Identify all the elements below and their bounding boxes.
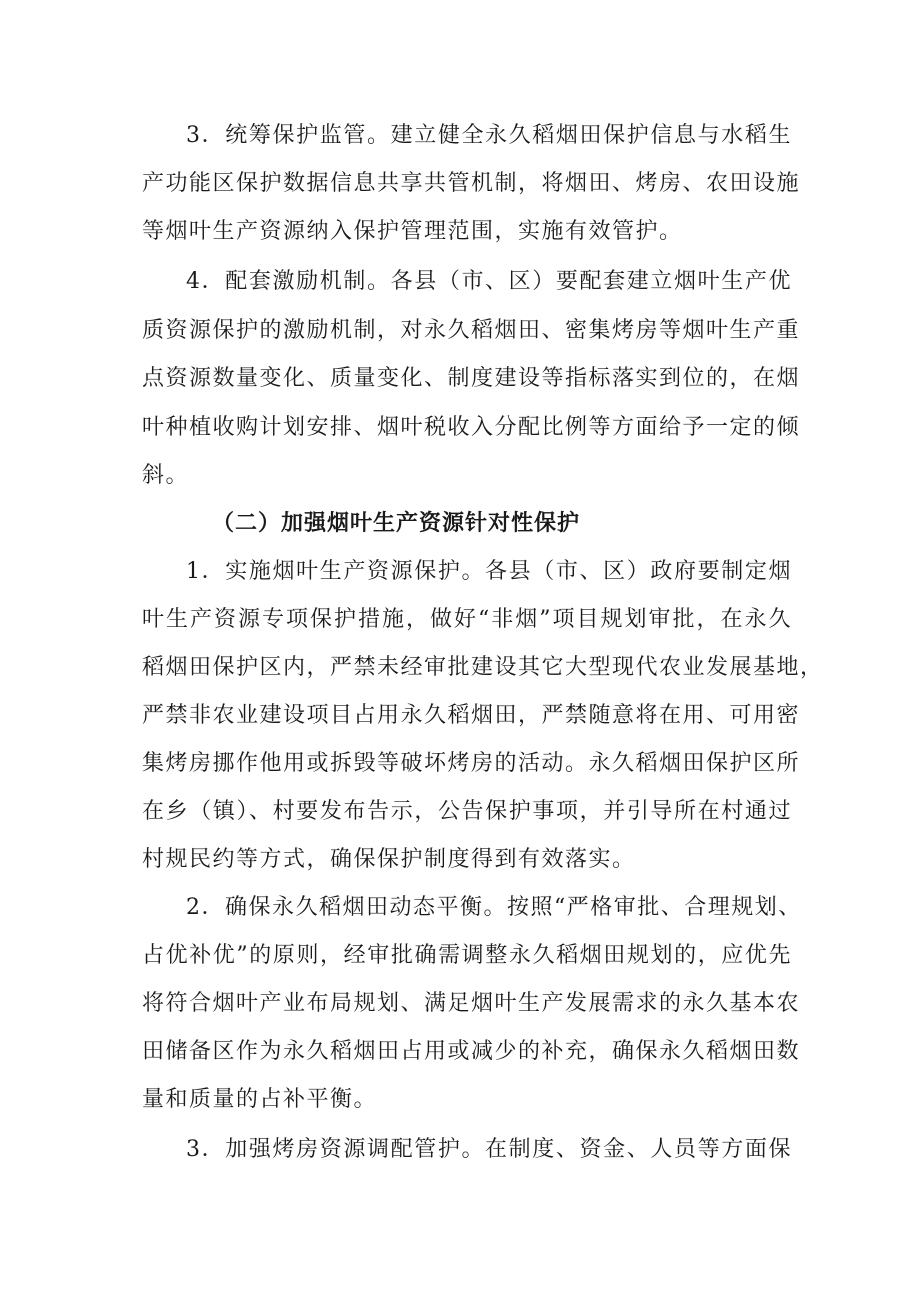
paragraph-4-line-2: 占优补优”的原则，经审批确需调整永久稻烟田规划的，应优先	[142, 943, 792, 968]
paragraph-2-line-2: 质资源保护的激励机制，对永久稻烟田、密集烤房等烟叶生产重	[142, 318, 801, 343]
paragraph-4-line-4: 田储备区作为永久稻烟田占用或减少的补充，确保永久稻烟田数	[142, 1039, 801, 1064]
paragraph-2-line-5: 斜。	[142, 463, 190, 488]
paragraph-5-line-1: 3．加强烤房资源调配管护。在制度、资金、人员等方面保	[186, 1137, 792, 1162]
paragraph-2-line-1: 4．配套激励机制。各县（市、区）要配套建立烟叶生产优	[186, 269, 792, 294]
paragraph-3-line-5: 集烤房挪作他用或拆毁等破坏烤房的活动。永久稻烟田保护区所	[142, 751, 801, 776]
paragraph-2-line-3: 点资源数量变化、质量变化、制度建设等指标落实到位的，在烟	[142, 366, 801, 391]
paragraph-3-line-3: 稻烟田保护区内，严禁未经审批建设其它大型现代农业发展基地，	[142, 655, 824, 680]
paragraph-3-line-6: 在乡（镇）、村要发布告示，公告保护事项，并引导所在村通过	[142, 799, 792, 824]
paragraph-3-line-2: 叶生产资源专项保护措施，做好“非烟”项目规划审批，在永久	[142, 607, 792, 632]
paragraph-2-line-4: 叶种植收购计划安排、烟叶税收入分配比例等方面给予一定的倾	[142, 415, 801, 440]
paragraph-4-line-5: 量和质量的占补平衡。	[142, 1087, 378, 1112]
paragraph-1-line-2: 产功能区保护数据信息共享共管机制，将烟田、烤房、农田设施	[142, 171, 801, 196]
paragraph-4-line-3: 将符合烟叶产业布局规划、满足烟叶生产发展需求的永久基本农	[142, 991, 801, 1016]
paragraph-1-line-3: 等烟叶生产资源纳入保护管理范围，实施有效管护。	[142, 219, 683, 244]
paragraph-1-line-1: 3．统筹保护监管。建立健全永久稻烟田保护信息与水稻生	[186, 123, 792, 148]
paragraph-4-line-1: 2．确保永久稻烟田动态平衡。按照“严格审批、合理规划、	[186, 895, 802, 920]
paragraph-3-line-4: 严禁非农业建设项目占用永久稻烟田，严禁随意将在用、可用密	[142, 703, 801, 728]
paragraph-3-line-1: 1．实施烟叶生产资源保护。各县（市、区）政府要制定烟	[186, 559, 792, 584]
section-heading: （二）加强烟叶生产资源针对性保护	[212, 511, 581, 536]
paragraph-3-line-7: 村规民约等方式，确保保护制度得到有效落实。	[142, 847, 636, 872]
